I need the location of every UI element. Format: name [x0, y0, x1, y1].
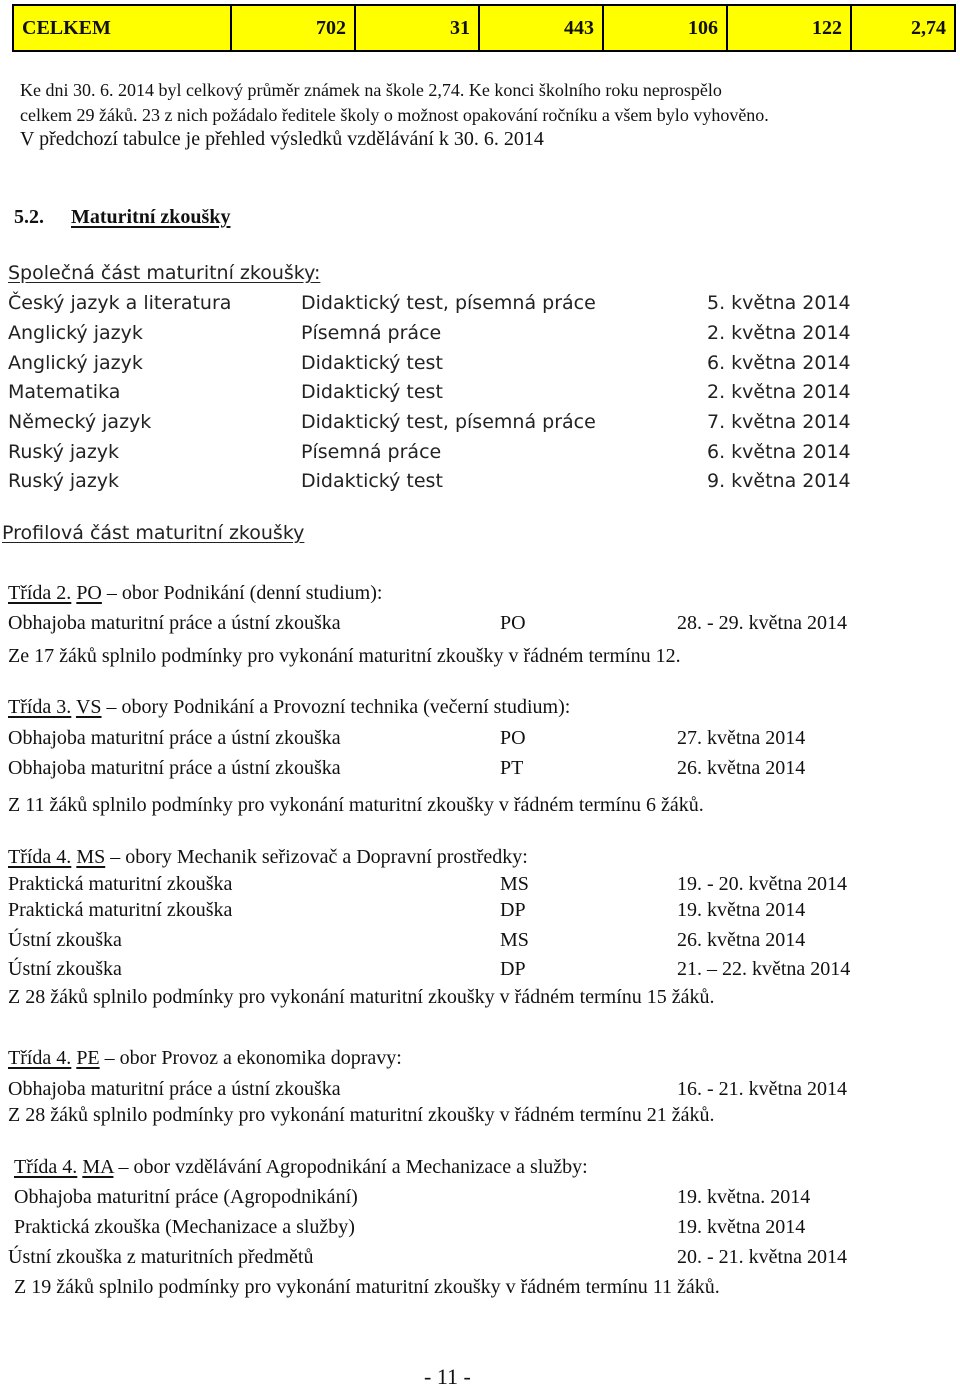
class-description: – obor Provoz a ekonomika dopravy: [99, 1047, 402, 1069]
common-subject: Anglický jazyk [8, 322, 143, 344]
common-date: 5. května 2014 [707, 292, 851, 314]
exam-date: 28. - 29. května 2014 [677, 612, 847, 634]
class-heading [8, 582, 382, 605]
summary-value: 31 [355, 5, 479, 51]
exam-code: MS [500, 929, 529, 951]
intro-line: celkem 29 žáků. 23 z nich požádalo ředitele školy o možnost opakování ročníku a všem bylo vyhověno. [20, 105, 769, 125]
class-result: Z 28 žáků splnilo podmínky pro vykonání maturitní zkoušky v řádném termínu 15 žáků. [8, 986, 715, 1008]
exam-date: 19. května 2014 [677, 899, 806, 921]
exam-exam: Praktická maturitní zkouška [8, 873, 233, 895]
common-type: Písemná práce [301, 322, 442, 344]
common-date: 7. května 2014 [707, 411, 851, 433]
class-description: – obory Podnikání a Provozní technika (večerní studium): [101, 696, 571, 718]
exam-exam: Ústní zkouška [8, 929, 122, 951]
class-description: – obor vzdělávání Agropodnikání a Mechanizace a služby: [113, 1156, 588, 1178]
common-subject: Matematika [8, 381, 121, 403]
common-heading: Společná část maturitní zkoušky: [8, 262, 321, 284]
class-label: Třída 4. [14, 1156, 78, 1178]
class-description: – obory Mechanik seřizovač a Dopravní prostředky: [105, 846, 528, 868]
exam-exam: Obhajoba maturitní práce a ústní zkouška [8, 757, 341, 779]
section-title: Maturitní zkoušky [71, 206, 231, 228]
exam-exam: Ústní zkouška [8, 958, 122, 980]
class-heading [8, 846, 528, 869]
exam-exam: Ústní zkouška z maturitních předmětů [8, 1246, 314, 1268]
summary-value: 106 [603, 5, 727, 51]
exam-date: 21. – 22. května 2014 [677, 958, 851, 980]
exam-date: 20. - 21. května 2014 [677, 1246, 847, 1268]
class-heading [14, 1156, 588, 1179]
common-type: Písemná práce [301, 441, 442, 463]
class-result: Z 11 žáků splnilo podmínky pro vykonání maturitní zkoušky v řádném termínu 6 žáků. [8, 794, 704, 816]
section-number: 5.2. [14, 206, 44, 228]
exam-date: 26. května 2014 [677, 757, 806, 779]
exam-code: MS [500, 873, 529, 895]
exam-date: 27. května 2014 [677, 727, 806, 749]
exam-exam: Obhajoba maturitní práce a ústní zkouška [8, 1078, 341, 1100]
summary-value: 2,74 [851, 5, 955, 51]
common-subject: Německý jazyk [8, 411, 152, 433]
class-label: Třída 3. [8, 696, 72, 718]
common-subject: Ruský jazyk [8, 441, 120, 463]
exam-date: 26. května 2014 [677, 929, 806, 951]
common-subject: Ruský jazyk [8, 470, 120, 492]
summary-label: CELKEM [13, 5, 231, 51]
summary-table [12, 4, 956, 52]
exam-date: 16. - 21. května 2014 [677, 1078, 847, 1100]
exam-code: DP [500, 899, 526, 921]
exam-exam: Obhajoba maturitní práce (Agropodnikání) [14, 1186, 358, 1208]
common-type: Didaktický test [301, 381, 443, 403]
summary-value: 122 [727, 5, 851, 51]
common-subject: Anglický jazyk [8, 352, 143, 374]
exam-exam: Praktická maturitní zkouška [8, 899, 233, 921]
intro-line: Ke dni 30. 6. 2014 byl celkový průměr známek na škole 2,74. Ke konci školního roku neprospělo [20, 80, 722, 100]
class-code: MA [82, 1156, 114, 1178]
summary-row [13, 5, 955, 51]
exam-code: PO [500, 612, 526, 634]
exam-code: PT [500, 757, 524, 779]
class-code: PO [76, 582, 102, 604]
exam-date: 19. května 2014 [677, 1216, 806, 1238]
class-description: – obor Podnikání (denní studium): [101, 582, 383, 604]
intro-line: V předchozí tabulce je přehled výsledků vzdělávání k 30. 6. 2014 [20, 128, 544, 150]
summary-value: 702 [231, 5, 355, 51]
common-date: 6. května 2014 [707, 441, 851, 463]
class-result: Z 19 žáků splnilo podmínky pro vykonání maturitní zkoušky v řádném termínu 11 žáků. [14, 1276, 720, 1298]
class-heading [8, 1047, 402, 1070]
summary-value: 443 [479, 5, 603, 51]
exam-date: 19. května. 2014 [677, 1186, 811, 1208]
exam-exam: Obhajoba maturitní práce a ústní zkouška [8, 612, 341, 634]
class-code: MS [76, 846, 106, 868]
exam-code: PO [500, 727, 526, 749]
class-code: PE [76, 1047, 100, 1069]
class-label: Třída 2. [8, 582, 72, 604]
exam-exam: Praktická zkouška (Mechanizace a služby) [14, 1216, 355, 1238]
common-type: Didaktický test [301, 470, 443, 492]
common-type: Didaktický test, písemná práce [301, 411, 596, 433]
class-result: Ze 17 žáků splnilo podmínky pro vykonání maturitní zkoušky v řádném termínu 12. [8, 645, 681, 667]
common-date: 6. května 2014 [707, 352, 851, 374]
common-date: 2. května 2014 [707, 381, 851, 403]
common-type: Didaktický test [301, 352, 443, 374]
section-heading [14, 206, 230, 229]
exam-code: DP [500, 958, 526, 980]
class-result: Z 28 žáků splnilo podmínky pro vykonání maturitní zkoušky v řádném termínu 21 žáků. [8, 1104, 715, 1126]
class-label: Třída 4. [8, 846, 72, 868]
class-heading [8, 696, 570, 719]
common-date: 9. května 2014 [707, 470, 851, 492]
common-date: 2. května 2014 [707, 322, 851, 344]
common-type: Didaktický test, písemná práce [301, 292, 596, 314]
exam-exam: Obhajoba maturitní práce a ústní zkouška [8, 727, 341, 749]
page-number: - 11 - [424, 1364, 471, 1389]
class-code: VS [75, 696, 102, 718]
common-subject: Český jazyk a literatura [8, 292, 232, 314]
exam-date: 19. - 20. května 2014 [677, 873, 847, 895]
class-label: Třída 4. [8, 1047, 72, 1069]
profile-heading: Profilová část maturitní zkoušky [2, 522, 305, 544]
